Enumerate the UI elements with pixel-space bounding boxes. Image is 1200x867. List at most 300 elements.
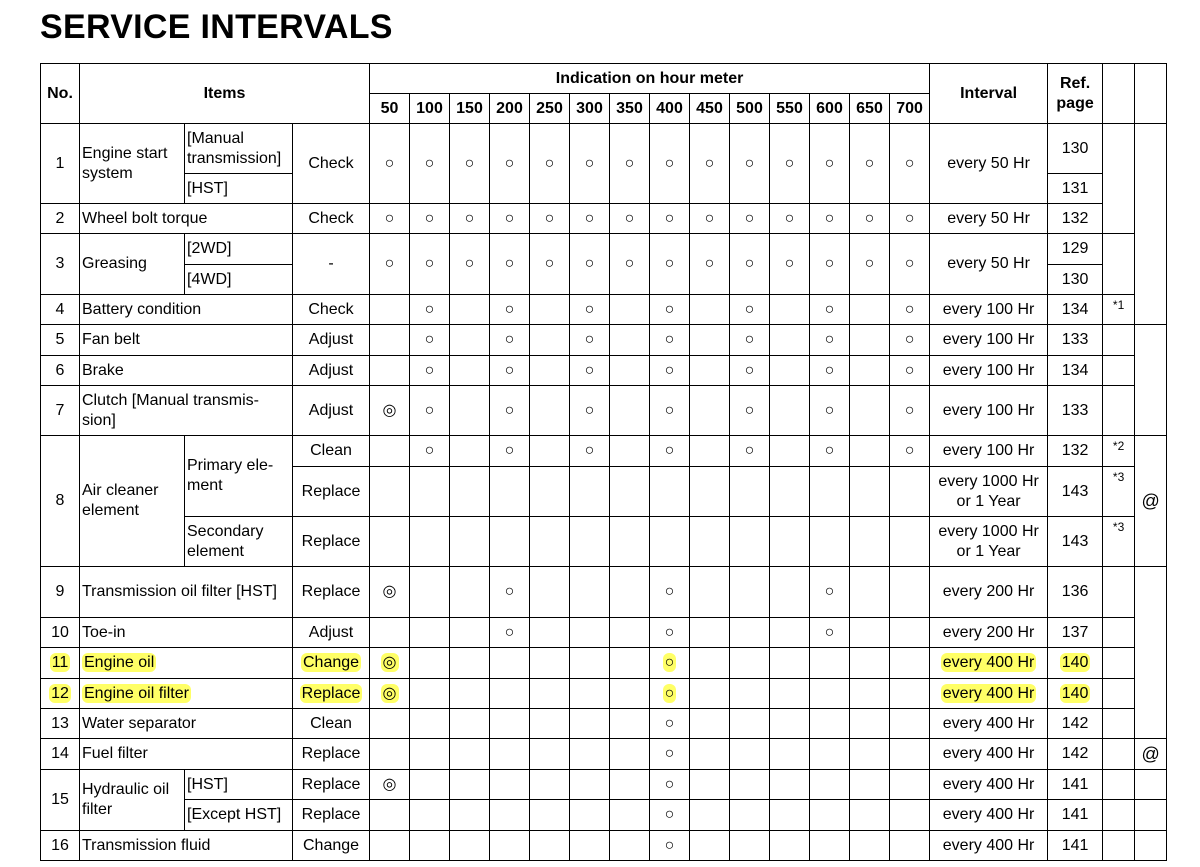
circle-mark: ○	[650, 124, 690, 204]
table-row	[41, 64, 1167, 94]
row-number: 9	[41, 567, 80, 618]
circle-mark: ○	[410, 204, 450, 234]
circle-mark: ○	[410, 295, 450, 325]
empty-cell	[690, 325, 730, 356]
circle-mark: ○	[890, 386, 930, 436]
ref-page	[1048, 679, 1103, 709]
circle-mark: ○	[490, 567, 530, 618]
empty-cell	[530, 386, 570, 436]
empty-cell	[410, 467, 450, 517]
table-row	[41, 567, 1167, 618]
table-row	[41, 800, 1167, 831]
item-name: Air cleaner element	[80, 436, 185, 567]
empty-cell	[570, 679, 610, 709]
empty-cell	[890, 618, 930, 648]
note-mark: *3	[1103, 467, 1135, 517]
circle-mark: ○	[650, 800, 690, 831]
empty-cell	[810, 770, 850, 800]
empty-cell	[410, 709, 450, 739]
interval-value: every 200 Hr	[930, 618, 1048, 648]
item-subtype: [Manual transmission]	[185, 124, 293, 174]
empty-cell	[370, 517, 410, 567]
empty-cell	[490, 679, 530, 709]
empty-cell	[530, 618, 570, 648]
interval-value: every 50 Hr	[930, 234, 1048, 295]
empty-cell	[890, 739, 930, 770]
note-cell	[1103, 124, 1135, 234]
empty-cell	[690, 800, 730, 831]
empty-cell	[610, 295, 650, 325]
ref-page: 141	[1048, 770, 1103, 800]
empty-cell	[770, 618, 810, 648]
empty-cell	[730, 517, 770, 567]
empty-cell	[410, 770, 450, 800]
circle-mark: ○	[890, 356, 930, 386]
circle-mark: ○	[650, 831, 690, 861]
table-row	[41, 234, 1167, 265]
ref-page: 141	[1048, 800, 1103, 831]
circle-mark: ○	[490, 356, 530, 386]
empty-cell	[770, 467, 810, 517]
circle-mark: ○	[810, 386, 850, 436]
ref-page: 130	[1048, 124, 1103, 174]
item-name: Engine start system	[80, 124, 185, 204]
highlight-mark: 140	[1061, 684, 1089, 702]
empty-cell	[410, 618, 450, 648]
hour-header: 350	[610, 94, 650, 124]
empty-cell	[850, 325, 890, 356]
table-row	[41, 386, 1167, 436]
empty-cell	[570, 831, 610, 861]
circle-mark: ○	[570, 386, 610, 436]
circle-mark: ○	[650, 234, 690, 295]
empty-cell	[450, 770, 490, 800]
empty-cell	[530, 325, 570, 356]
empty-cell	[690, 356, 730, 386]
ref-page: 132	[1048, 436, 1103, 467]
note-cell	[1103, 831, 1135, 861]
table-row	[41, 356, 1167, 386]
interval-value: every 50 Hr	[930, 204, 1048, 234]
empty-cell	[490, 648, 530, 679]
circle-mark: ○	[570, 356, 610, 386]
empty-cell	[410, 739, 450, 770]
row-number: 5	[41, 325, 80, 356]
empty-cell	[450, 709, 490, 739]
interval-value: every 400 Hr	[930, 739, 1048, 770]
table-row	[41, 739, 1167, 770]
empty-cell	[610, 567, 650, 618]
page-title: SERVICE INTERVALS	[40, 8, 393, 46]
empty-cell	[530, 679, 570, 709]
ref-page: 129	[1048, 234, 1103, 265]
circle-mark: ○	[650, 325, 690, 356]
at-mark: @	[1135, 739, 1167, 770]
empty-cell	[610, 325, 650, 356]
empty-cell	[490, 467, 530, 517]
empty-cell	[610, 679, 650, 709]
empty-cell	[450, 295, 490, 325]
circle-mark: ○	[810, 234, 850, 295]
empty-cell	[770, 386, 810, 436]
ref-page-header-line: page	[1056, 94, 1094, 112]
ref-page: 131	[1048, 174, 1103, 204]
item-name: Hydraulic oil filter	[80, 770, 185, 831]
item-action: Replace	[293, 517, 370, 567]
empty-cell	[690, 618, 730, 648]
note-cell	[1103, 648, 1135, 679]
empty-cell	[850, 436, 890, 467]
row-number: 1	[41, 124, 80, 204]
row-number: 2	[41, 204, 80, 234]
interval-value: every 400 Hr	[930, 800, 1048, 831]
note-cell	[1103, 709, 1135, 739]
empty-cell	[770, 679, 810, 709]
hour-header: 700	[890, 94, 930, 124]
circle-mark: ○	[490, 295, 530, 325]
empty-cell	[370, 739, 410, 770]
item-action: Replace	[293, 567, 370, 618]
empty-cell	[850, 295, 890, 325]
interval-value: every 100 Hr	[930, 356, 1048, 386]
empty-cell	[610, 648, 650, 679]
empty-cell	[530, 709, 570, 739]
circle-mark: ○	[890, 234, 930, 295]
circle-mark: ○	[410, 436, 450, 467]
interval-value: every 200 Hr	[930, 567, 1048, 618]
empty-cell	[610, 800, 650, 831]
empty-cell	[530, 356, 570, 386]
empty-cell	[890, 467, 930, 517]
circle-mark: ○	[730, 325, 770, 356]
empty-cell	[770, 739, 810, 770]
empty-cell	[450, 567, 490, 618]
row-number: 10	[41, 618, 80, 648]
empty-cell	[850, 467, 890, 517]
circle-mark: ○	[650, 436, 690, 467]
col-header-indication: Indication on hour meter	[370, 64, 930, 94]
empty-cell	[370, 325, 410, 356]
empty-cell	[690, 436, 730, 467]
circle-mark: ○	[570, 234, 610, 295]
circle-mark: ○	[650, 295, 690, 325]
empty-cell	[850, 831, 890, 861]
item-action: Replace	[293, 739, 370, 770]
row-number: 7	[41, 386, 80, 436]
empty-cell	[530, 567, 570, 618]
circle-mark: ○	[770, 234, 810, 295]
empty-cell	[370, 467, 410, 517]
empty-cell	[690, 709, 730, 739]
row-number: 16	[41, 831, 80, 861]
empty-cell	[610, 739, 650, 770]
empty-cell	[530, 831, 570, 861]
empty-cell	[810, 517, 850, 567]
circle-mark: ○	[490, 325, 530, 356]
empty-cell	[730, 679, 770, 709]
circle-mark: ○	[810, 124, 850, 204]
empty-cell	[490, 800, 530, 831]
item-action: Clean	[293, 709, 370, 739]
circle-mark: ○	[730, 204, 770, 234]
empty-cell	[410, 517, 450, 567]
circle-mark: ○	[890, 204, 930, 234]
item-name: Brake	[80, 356, 293, 386]
item-subtype: [4WD]	[185, 265, 293, 295]
item-action: Replace	[293, 800, 370, 831]
item-name: Transmission oil filter [HST]	[80, 567, 293, 618]
empty-cell	[570, 800, 610, 831]
circle-mark	[650, 648, 690, 679]
empty-cell	[490, 517, 530, 567]
hour-header: 450	[690, 94, 730, 124]
interval-value: every 1000 Hr or 1 Year	[930, 517, 1048, 567]
circle-mark: ○	[850, 204, 890, 234]
empty-cell	[810, 709, 850, 739]
empty-cell	[730, 567, 770, 618]
item-action: Replace	[293, 770, 370, 800]
empty-cell	[890, 517, 930, 567]
circle-mark: ○	[810, 567, 850, 618]
table-row	[41, 770, 1167, 800]
extra-cell	[1135, 567, 1167, 739]
empty-cell	[690, 517, 730, 567]
highlight-mark: every 400 Hr	[942, 654, 1035, 671]
empty-cell	[850, 800, 890, 831]
item-name: Fan belt	[80, 325, 293, 356]
highlight-mark: 12	[51, 684, 69, 702]
empty-cell	[650, 517, 690, 567]
ref-page-header-line: Ref.	[1059, 74, 1091, 92]
empty-cell	[610, 436, 650, 467]
empty-cell	[370, 800, 410, 831]
interval-value	[930, 648, 1048, 679]
empty-cell	[890, 648, 930, 679]
empty-cell	[690, 295, 730, 325]
circle-mark: ○	[610, 204, 650, 234]
circle-mark: ○	[450, 204, 490, 234]
empty-cell	[450, 618, 490, 648]
circle-mark: ○	[850, 124, 890, 204]
table-row	[41, 831, 1167, 861]
empty-cell	[770, 709, 810, 739]
circle-mark: ○	[730, 436, 770, 467]
empty-cell	[450, 648, 490, 679]
circle-mark: ○	[490, 436, 530, 467]
col-header-interval: Interval	[930, 64, 1048, 124]
empty-cell	[450, 467, 490, 517]
empty-cell	[610, 618, 650, 648]
circle-mark: ○	[610, 234, 650, 295]
empty-cell	[690, 648, 730, 679]
empty-cell	[770, 295, 810, 325]
circle-mark: ○	[730, 124, 770, 204]
circle-mark: ○	[370, 204, 410, 234]
empty-cell	[890, 831, 930, 861]
ref-page: 134	[1048, 295, 1103, 325]
empty-cell	[850, 386, 890, 436]
empty-cell	[570, 567, 610, 618]
empty-cell	[690, 386, 730, 436]
empty-cell	[530, 517, 570, 567]
item-action: Adjust	[293, 386, 370, 436]
empty-cell	[890, 709, 930, 739]
at-mark: @	[1135, 436, 1167, 567]
empty-cell	[370, 436, 410, 467]
empty-cell	[410, 679, 450, 709]
empty-cell	[530, 436, 570, 467]
empty-cell	[530, 770, 570, 800]
extra-cell	[1135, 124, 1167, 325]
circle-mark: ○	[570, 295, 610, 325]
interval-value	[930, 679, 1048, 709]
ref-page: 137	[1048, 618, 1103, 648]
empty-cell	[610, 831, 650, 861]
circle-mark: ○	[770, 124, 810, 204]
table-row	[41, 124, 1167, 174]
circle-mark: ○	[690, 234, 730, 295]
empty-cell	[730, 618, 770, 648]
empty-cell	[850, 770, 890, 800]
empty-cell	[650, 467, 690, 517]
empty-cell	[530, 295, 570, 325]
empty-cell	[410, 567, 450, 618]
hour-header: 300	[570, 94, 610, 124]
empty-cell	[770, 356, 810, 386]
item-action: Check	[293, 124, 370, 204]
item-name: Fuel filter	[80, 739, 293, 770]
table-row	[41, 709, 1167, 739]
ref-page: 133	[1048, 325, 1103, 356]
item-action: Change	[293, 831, 370, 861]
empty-cell	[610, 467, 650, 517]
table-row	[41, 618, 1167, 648]
circle-mark: ○	[890, 325, 930, 356]
circle-mark: ○	[650, 567, 690, 618]
circle-mark: ○	[530, 124, 570, 204]
empty-cell	[850, 356, 890, 386]
table-row	[41, 295, 1167, 325]
item-name: Water separator	[80, 709, 293, 739]
hour-header: 150	[450, 94, 490, 124]
row-number: 8	[41, 436, 80, 567]
note-cell	[1103, 356, 1135, 386]
ref-page	[1048, 648, 1103, 679]
empty-cell	[770, 436, 810, 467]
highlight-mark: ○	[664, 684, 675, 702]
double-circle-mark: ◎	[370, 567, 410, 618]
circle-mark: ○	[810, 204, 850, 234]
empty-cell	[810, 739, 850, 770]
table-row	[41, 679, 1167, 709]
highlight-mark: every 400 Hr	[942, 684, 1035, 702]
empty-cell	[890, 800, 930, 831]
hour-header: 100	[410, 94, 450, 124]
empty-cell	[810, 648, 850, 679]
empty-cell	[570, 648, 610, 679]
circle-mark: ○	[650, 386, 690, 436]
interval-value: every 50 Hr	[930, 124, 1048, 204]
empty-cell	[490, 709, 530, 739]
highlight-mark: Engine oil filter	[84, 684, 189, 702]
circle-mark: ○	[650, 204, 690, 234]
empty-cell	[690, 567, 730, 618]
table-row	[41, 325, 1167, 356]
empty-cell	[450, 800, 490, 831]
item-subtype: [2WD]	[185, 234, 293, 265]
double-circle-mark	[370, 679, 410, 709]
item-action	[293, 679, 370, 709]
empty-cell	[690, 770, 730, 800]
empty-cell	[450, 831, 490, 861]
circle-mark: ○	[370, 234, 410, 295]
empty-cell	[730, 648, 770, 679]
row-number: 13	[41, 709, 80, 739]
hour-header: 250	[530, 94, 570, 124]
note-mark: *2	[1103, 436, 1135, 467]
extra-cell	[1135, 800, 1167, 831]
interval-value: every 100 Hr	[930, 325, 1048, 356]
circle-mark: ○	[890, 436, 930, 467]
circle-mark: ○	[770, 204, 810, 234]
empty-cell	[770, 648, 810, 679]
highlight-mark: ◎	[382, 684, 397, 702]
note-cell	[1103, 770, 1135, 800]
interval-value: every 100 Hr	[930, 386, 1048, 436]
item-subtype: Secondary element	[185, 517, 293, 567]
item-action: Adjust	[293, 356, 370, 386]
empty-cell	[690, 679, 730, 709]
circle-mark: ○	[650, 770, 690, 800]
row-number	[41, 679, 80, 709]
table-row	[41, 204, 1167, 234]
circle-mark: ○	[490, 234, 530, 295]
empty-cell	[370, 618, 410, 648]
empty-cell	[490, 831, 530, 861]
empty-cell	[610, 356, 650, 386]
double-circle-mark: ◎	[370, 386, 410, 436]
empty-cell	[690, 831, 730, 861]
empty-cell	[570, 770, 610, 800]
item-subtype: [HST]	[185, 770, 293, 800]
empty-cell	[850, 648, 890, 679]
circle-mark: ○	[730, 234, 770, 295]
circle-mark: ○	[810, 325, 850, 356]
ref-page: 134	[1048, 356, 1103, 386]
empty-cell	[450, 517, 490, 567]
empty-cell	[810, 679, 850, 709]
item-name: Toe-in	[80, 618, 293, 648]
circle-mark: ○	[490, 124, 530, 204]
empty-cell	[450, 436, 490, 467]
empty-cell	[490, 739, 530, 770]
note-cell	[1103, 567, 1135, 618]
empty-cell	[770, 517, 810, 567]
col-header-ref-page	[1048, 64, 1103, 124]
empty-cell	[850, 679, 890, 709]
highlight-mark: Engine oil	[84, 654, 155, 671]
hour-header: 50	[370, 94, 410, 124]
empty-cell	[530, 648, 570, 679]
empty-cell	[810, 467, 850, 517]
circle-mark: ○	[730, 386, 770, 436]
circle-mark: ○	[810, 436, 850, 467]
highlight-mark: ○	[664, 654, 675, 671]
empty-cell	[850, 517, 890, 567]
item-subtype: Primary ele-ment	[185, 436, 293, 517]
empty-cell	[770, 800, 810, 831]
circle-mark: ○	[730, 295, 770, 325]
